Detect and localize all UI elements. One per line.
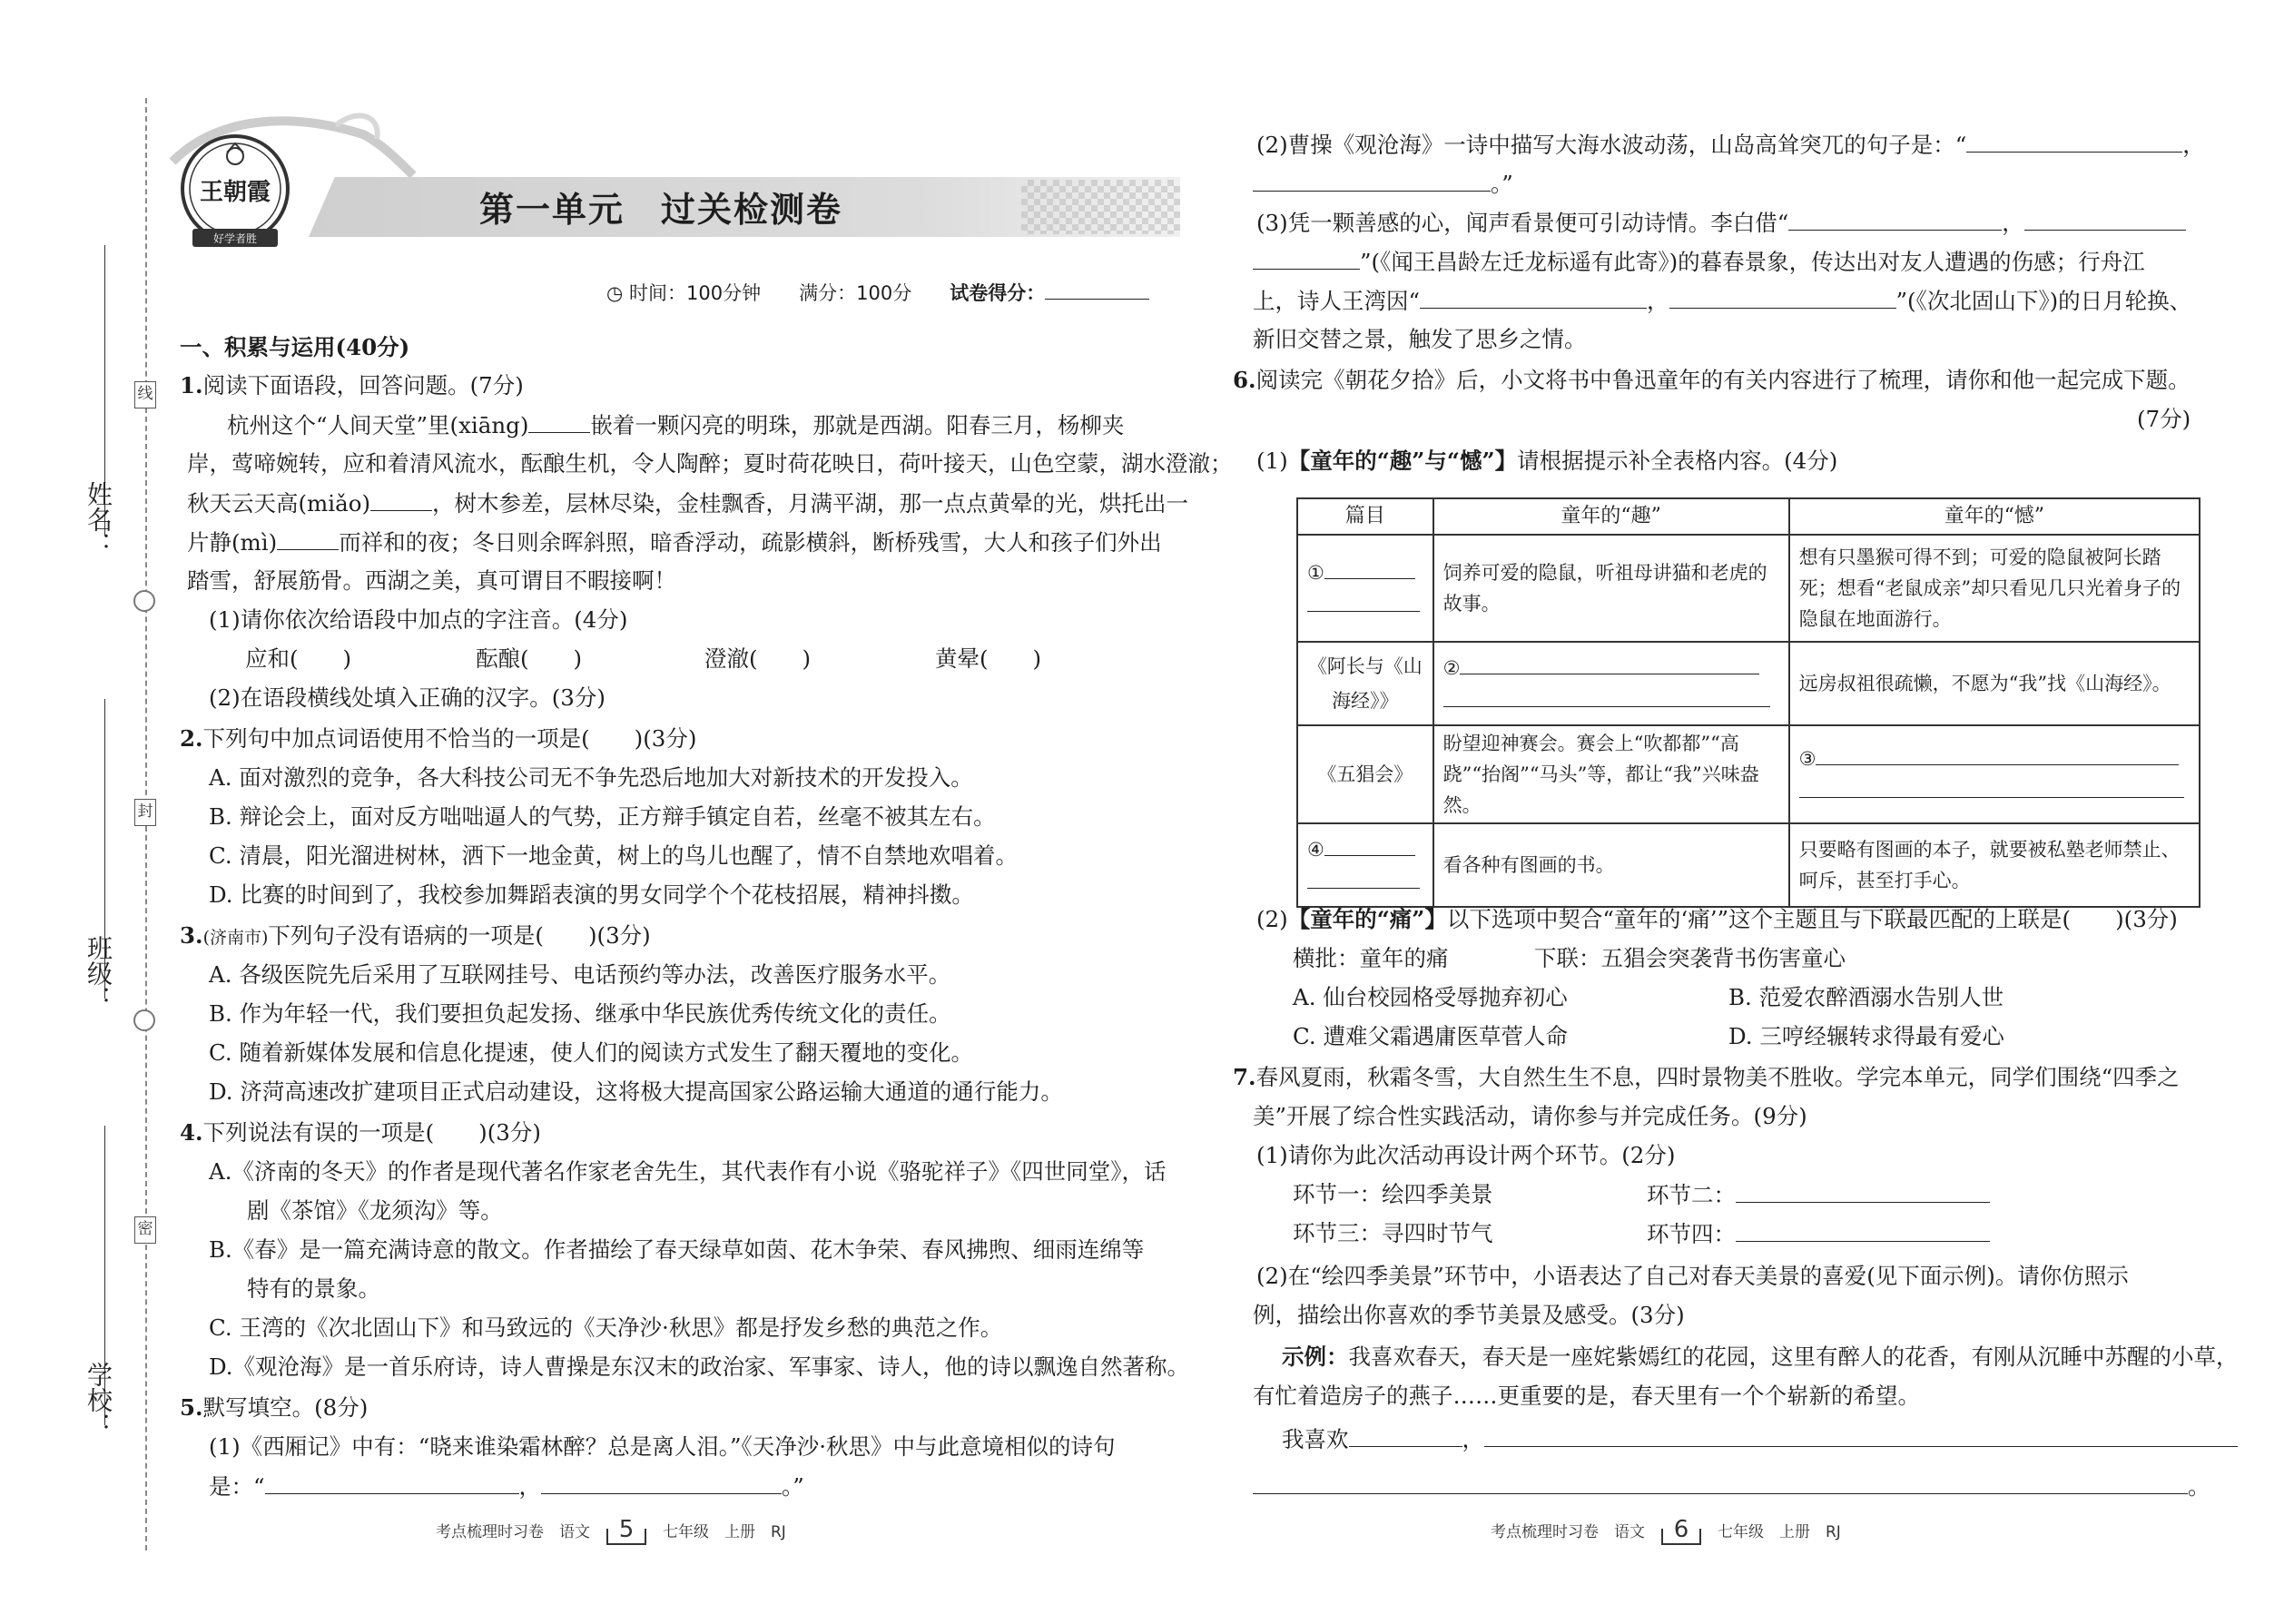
footer-text: 七年级 上册 RJ	[1718, 1523, 1841, 1541]
title-band-pattern	[1021, 180, 1180, 234]
question-5: 5.默写填空。(8分)	[180, 1394, 369, 1421]
class-label: 班级：	[84, 935, 113, 1011]
binding-tab-feng: 封	[134, 799, 156, 826]
question-2: 2.下列句中加点词语使用不恰当的一项是( )(3分)	[180, 725, 697, 752]
brand-logo	[180, 127, 290, 260]
question-1: 1.阅读下面语段，回答问题。(7分)	[180, 372, 524, 399]
q1-passage-line: 秋天云天高(miǎo) ，树木参差，层林尽染，金桂飘香，月满平湖，那一点点黄晕的光，烘托出一	[187, 487, 1188, 519]
answer-blank[interactable]	[1736, 1218, 1990, 1242]
q3-option-b[interactable]: B. 作为年轻一代，我们要担负起发扬、继承中华民族优秀传统文化的责任。	[209, 1000, 951, 1027]
table-cell: 盼望迎神赛会。赛会上“吹都都”“高跷”“抬阁”“马头”等，都让“我”兴味盎然。	[1433, 725, 1789, 823]
answer-blank[interactable]	[1788, 207, 2002, 231]
brand-tagline: 好学者胜	[212, 232, 258, 245]
q3-option-a[interactable]: A. 各级医院先后采用了互联网挂号、电话预约等办法，改善医疗服务水平。	[209, 961, 951, 988]
q6-sub-2: (2)【童年的“痛”】以下选项中契合“童年的‘痛’”这个主题且与下联最匹配的上联是( )(3分)	[1256, 906, 2178, 932]
pinyin-item[interactable]: 澄澈( )	[704, 645, 812, 672]
binding-tab-mi: 密	[134, 1216, 156, 1244]
table-cell: 只要略有图画的本子，就要被私塾老师禁止、呵斥，甚至打手心。	[1789, 823, 2200, 907]
q6-sub-1: (1)【童年的“趣”与“憾”】请根据提示补全表格内容。(4分)	[1256, 448, 1838, 474]
answer-blank[interactable]	[1669, 285, 1896, 309]
q1-passage-line: 杭州这个“人间天堂”里(xiāng) 嵌着一颗闪亮的明珠，那就是西湖。阳春三月，杨柳夹	[227, 409, 1124, 441]
q5-sub-3: (3)凭一颗善感的心，闻声看景便可引动诗情。李白借“ ，	[1256, 207, 2186, 239]
q5-sub-1: (1)《西厢记》中有：“晓来谁染霜林醉？总是离人泪。”《天净沙·秋思》中与此意境相似的诗句	[209, 1433, 1116, 1460]
table-cell: 饲养可爱的隐鼠，听祖母讲猫和老虎的故事。	[1433, 535, 1789, 642]
full-score: 满分：100分	[799, 282, 912, 304]
q2-option-a[interactable]: A. 面对激烈的竞争，各大科技公司无不争先恐后地加大对新技术的开发投入。	[209, 764, 973, 791]
answer-blank[interactable]	[1253, 246, 1360, 270]
table-cell: 看各种有图画的书。	[1433, 823, 1789, 907]
clock-icon: ◷	[606, 282, 624, 304]
q1-sub-2: (2)在语段横线处填入正确的汉字。(3分)	[209, 684, 605, 711]
table-cell[interactable]: ④	[1297, 823, 1433, 907]
pinyin-item[interactable]: 黄晕( )	[935, 645, 1042, 672]
footer-text: 七年级 上册 RJ	[663, 1523, 786, 1541]
blank-mi[interactable]	[277, 527, 339, 550]
exam-time: 时间：100分钟	[629, 282, 762, 304]
table-row	[1297, 535, 2200, 642]
page-number: 6	[1661, 1516, 1701, 1545]
question-7-cont: 美”开展了综合性实践活动，请你参与并完成任务。(9分)	[1253, 1103, 1807, 1129]
q7-sub-2-cont: 例，描绘出你喜欢的季节美景及感受。(3分)	[1253, 1302, 1685, 1328]
question-4: 4.下列说法有误的一项是( )(3分)	[180, 1119, 541, 1146]
q1-passage-line: 岸，莺啼婉转，应和着清风流水，酝酿生机，令人陶醉；夏时荷花映日，荷叶接天，山色空蒙，湖水澄澈；	[187, 450, 1233, 477]
answer-blank[interactable]	[1966, 129, 2182, 153]
q7-sub-2: (2)在“绘四季美景”环节中，小语表达了自己对春天美景的喜爱(见下面示例)。请你仿照示	[1256, 1263, 2129, 1289]
question-6: 6.阅读完《朝花夕拾》后，小文将书中鲁迅童年的有关内容进行了梳理，请你和他一起完成下题。	[1233, 367, 2191, 393]
q3-option-c[interactable]: C. 随着新媒体发展和信息化提速，使人们的阅读方式发生了翻天覆地的变化。	[209, 1039, 973, 1066]
table-row	[1297, 823, 2200, 907]
question-7: 7.春风夏雨，秋霜冬雪，大自然生生不息，四时景物美不胜收。学完本单元，同学们围绕“四季之	[1233, 1064, 2180, 1090]
table-header: 童年的“趣”	[1433, 498, 1789, 535]
section-heading: 一、积累与运用(40分)	[180, 334, 410, 360]
q4-option-a-cont: 剧《茶馆》《龙须沟》等。	[247, 1197, 503, 1224]
answer-blank[interactable]	[1253, 168, 1491, 192]
q1-passage-line: 踏雪，舒展筋骨。西湖之美，真可谓目不暇接啊！	[187, 567, 676, 594]
brand-name: 王朝霞	[199, 179, 271, 206]
couplet-heng: 横批：童年的痛	[1293, 945, 1449, 971]
binding-ring	[133, 1009, 155, 1031]
q6-score: (7分)	[2137, 406, 2191, 432]
q4-option-d[interactable]: D.《观沧海》是一首乐府诗，诗人曹操是东汉末的政治家、军事家、诗人，他的诗以飘逸自然著称。	[209, 1353, 1190, 1380]
binding-ring	[133, 590, 155, 612]
q5-sub-3-cont: 上，诗人王湾因“ ， ”(《次北固山下》)的日月轮换、	[1253, 285, 2191, 317]
question-3: 3.(济南市)下列句子没有语病的一项是( )(3分)	[180, 922, 651, 949]
step-2: 环节二：	[1647, 1179, 1990, 1211]
footer-right	[1491, 1516, 1841, 1545]
example-line: 有忙着造房子的燕子……更重要的是，春天里有一个个崭新的希望。	[1253, 1383, 1920, 1409]
pinyin-item[interactable]: 应和( )	[245, 645, 352, 672]
q5-sub-3-cont: ”(《闻王昌龄左迁龙标遥有此寄》)的暮春景象，传达出对友人遭遇的伤感；行舟江	[1253, 246, 2145, 278]
q6-option-b[interactable]: B. 范爱农醉酒溺水告别人世	[1728, 984, 2004, 1010]
answer-blank[interactable]	[1349, 1423, 1462, 1447]
score-label: 试卷得分：	[950, 282, 1046, 304]
table-row	[1297, 642, 2200, 725]
q2-option-d[interactable]: D. 比赛的时间到了，我校参加舞蹈表演的男女同学个个花枝招展，精神抖擞。	[209, 881, 974, 908]
answer-blank[interactable]	[2024, 207, 2186, 231]
page-title: 第一单元 过关检测卷	[479, 190, 843, 230]
score-field[interactable]	[1045, 276, 1149, 300]
name-label: 姓名：	[84, 481, 113, 557]
q2-option-b[interactable]: B. 辩论会上，面对反方咄咄逼人的气势，正方辩手镇定自若，丝毫不被其左右。	[209, 803, 996, 830]
answer-line: 。	[1253, 1471, 2210, 1502]
blank-miao[interactable]	[370, 487, 432, 511]
answer-blank[interactable]	[265, 1471, 519, 1494]
q7-sub-1: (1)请你为此次活动再设计两个环节。(2分)	[1256, 1142, 1676, 1168]
table-cell: 《五猖会》	[1297, 725, 1433, 823]
q4-option-b-cont: 特有的景象。	[247, 1275, 380, 1302]
table-cell: 《阿长与《山海经》》	[1297, 642, 1433, 725]
q3-option-d[interactable]: D. 济菏高速改扩建项目正式启动建设，这将极大提高国家公路运输大通道的通行能力。	[209, 1078, 1063, 1105]
table-cell[interactable]: ②	[1433, 642, 1789, 725]
table-header-row	[1297, 498, 2200, 535]
table-cell: 想有只墨猴可得不到；可爱的隐鼠被阿长踏死；想看“老鼠成亲”却只看见几只光着身子的隐鼠在地面游行。	[1789, 535, 2200, 642]
footer-text: 考点梳理时习卷 语文	[1491, 1523, 1645, 1541]
table-cell[interactable]: ①	[1297, 535, 1433, 642]
pinyin-item[interactable]: 酝酿( )	[476, 645, 583, 672]
footer-left	[436, 1516, 786, 1545]
table-cell: 远房叔祖很疏懒，不愿为“我”找《山海经》。	[1789, 642, 2200, 725]
page-number: 5	[606, 1516, 646, 1545]
couplet-xia: 下联：五猖会突袭背书伤害童心	[1534, 945, 1846, 971]
example-line: 示例：我喜欢春天，春天是一座姹紫嫣红的花园，这里有醉人的花香，有刚从沉睡中苏醒的小草，	[1282, 1343, 2239, 1370]
answer-blank[interactable]	[1484, 1423, 2238, 1447]
q6-option-d[interactable]: D. 三哼经辗转求得最有爱心	[1728, 1023, 2004, 1049]
answer-blank[interactable]	[1253, 1471, 2188, 1494]
q5-sub-2-cont: 。”	[1253, 168, 1513, 200]
footer-text: 考点梳理时习卷 语文	[436, 1523, 590, 1541]
q4-option-c[interactable]: C. 王湾的《次北固山下》和马致远的《天净沙·秋思》都是抒发乡愁的典范之作。	[209, 1314, 1003, 1341]
q6-option-a[interactable]: A. 仙台校园格受辱抛弃初心	[1293, 984, 1568, 1010]
q5-sub-1-answer: 是：“ ， 。”	[209, 1471, 804, 1502]
answer-blank[interactable]	[541, 1471, 782, 1494]
childhood-table	[1296, 497, 2200, 908]
q5-sub-3-cont: 新旧交替之景，触发了思乡之情。	[1253, 326, 1587, 352]
q4-option-a[interactable]: A.《济南的冬天》的作者是现代著名作家老舍先生，其代表作有小说《骆驼祥子》《四世同堂》，话	[209, 1158, 1167, 1185]
binding-tab-xian: 线	[134, 381, 156, 408]
step-4: 环节四：	[1647, 1218, 1990, 1250]
table-row	[1297, 725, 2200, 823]
table-header: 童年的“憾”	[1789, 498, 2200, 535]
q1-sub-1: (1)请你依次给语段中加点的字注音。(4分)	[209, 606, 628, 633]
table-header: 篇目	[1297, 498, 1433, 535]
q4-option-b[interactable]: B.《春》是一篇充满诗意的散文。作者描绘了春天绿草如茵、花木争荣、春风拂煦、细雨连绵等	[209, 1236, 1145, 1263]
school-label: 学校：	[84, 1362, 113, 1438]
q1-passage-line: 片静(mì) 而祥和的夜；冬日则余晖斜照，暗香浮动，疏影横斜，断桥残雪，大人和孩子们外出	[187, 527, 1162, 558]
q5-sub-2: (2)曹操《观沧海》一诗中描写大海水波动荡，山岛高耸突兀的句子是：“ ，	[1256, 129, 2205, 161]
table-cell[interactable]: ③	[1789, 725, 2200, 823]
exam-info	[606, 276, 1149, 309]
answer-blank[interactable]	[1736, 1179, 1990, 1203]
answer-blank[interactable]	[1420, 285, 1647, 309]
blank-xiang[interactable]	[528, 409, 590, 433]
step-1: 环节一：绘四季美景	[1293, 1181, 1493, 1207]
q2-option-c[interactable]: C. 清晨，阳光溜进树林，洒下一地金黄，树上的鸟儿也醒了，情不自禁地欢唱着。	[209, 842, 1018, 869]
answer-line: 我喜欢 ，	[1282, 1423, 2238, 1455]
step-3: 环节三：寻四时节气	[1293, 1220, 1493, 1246]
q6-option-c[interactable]: C. 遭难父霜遇庸医草菅人命	[1293, 1023, 1568, 1049]
